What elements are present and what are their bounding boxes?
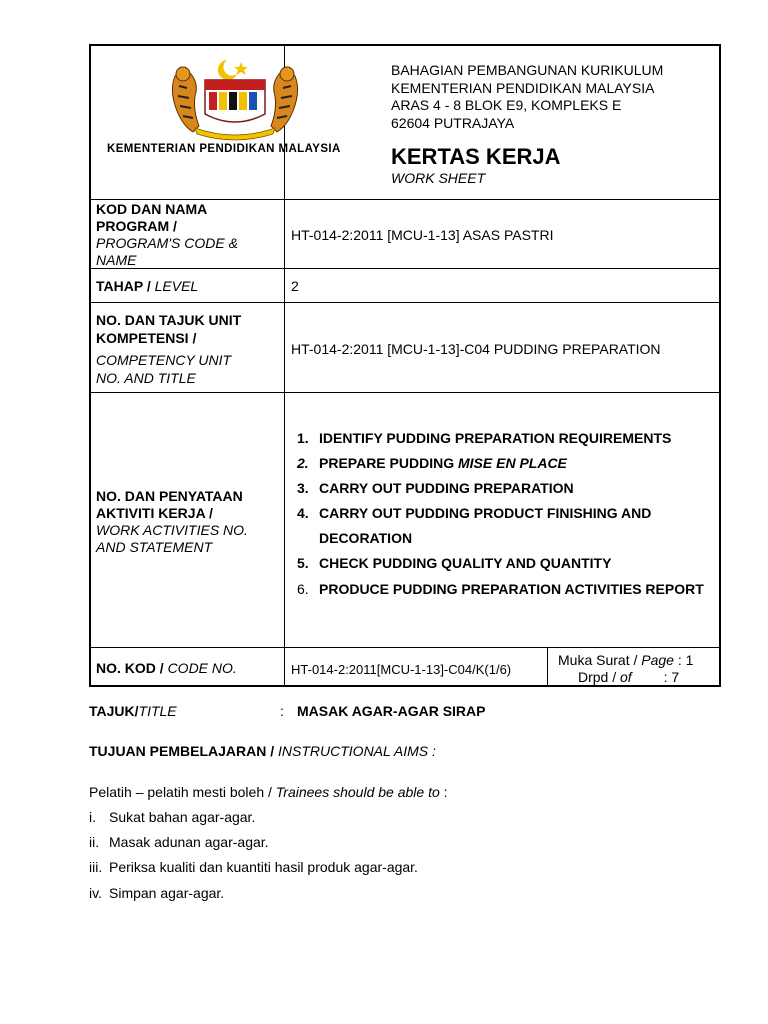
row-divider bbox=[91, 392, 719, 393]
label-text: WORK ACTIVITIES NO. bbox=[96, 522, 248, 538]
heading-text: TUJUAN PEMBELAJARAN / bbox=[89, 743, 279, 759]
row-divider bbox=[91, 302, 719, 303]
code-value: HT-014-2:2011[MCU-1-13]-C04/K(1/6) bbox=[291, 662, 512, 677]
page-label: Muka Surat / bbox=[558, 652, 642, 668]
page-number bbox=[558, 652, 693, 668]
item-number: i. bbox=[89, 809, 96, 825]
label-text: COMPETENCY UNIT bbox=[96, 352, 232, 368]
competency-value: HT-014-2:2011 [MCU-1-13]-C04 PUDDING PREPARATION bbox=[291, 341, 661, 357]
label-text: TITLE bbox=[138, 703, 177, 719]
label-text: KOMPETENSI / bbox=[96, 330, 197, 346]
item-number: iii. bbox=[89, 859, 103, 875]
label-text: NO. DAN PENYATAAN bbox=[96, 488, 243, 504]
of-label: Drpd / bbox=[578, 669, 621, 685]
ministry-name: KEMENTERIAN PENDIDIKAN MALAYSIA bbox=[107, 143, 341, 155]
of-label-italic: of bbox=[620, 669, 632, 685]
list-item bbox=[291, 476, 739, 501]
item-number: 5. bbox=[297, 555, 309, 571]
page-label-italic: Page bbox=[641, 652, 674, 668]
item-text: Sukat bahan agar-agar. bbox=[109, 809, 256, 825]
list-item bbox=[89, 809, 255, 825]
code-label bbox=[96, 660, 237, 677]
page-total bbox=[578, 669, 679, 685]
page-number-box bbox=[547, 648, 722, 687]
list-item bbox=[89, 859, 418, 875]
intro-text-italic: Trainees should be able to bbox=[275, 784, 440, 800]
work-activities-list bbox=[291, 426, 739, 599]
item-text: CARRY OUT PUDDING PREPARATION bbox=[319, 480, 574, 496]
item-text-italic: MISE EN PLACE bbox=[457, 455, 567, 471]
item-text: PREPARE PUDDING bbox=[319, 455, 458, 471]
coat-of-arms-logo bbox=[165, 56, 305, 147]
level-label bbox=[96, 278, 198, 295]
document-title: KERTAS KERJA bbox=[391, 144, 561, 169]
list-item bbox=[291, 501, 739, 551]
list-item bbox=[291, 426, 739, 451]
label-text: NO. DAN TAJUK UNIT bbox=[96, 312, 242, 328]
item-text: Masak adunan agar-agar. bbox=[109, 834, 269, 850]
list-item bbox=[291, 579, 739, 599]
program-value: HT-014-2:2011 [MCU-1-13] ASAS PASTRI bbox=[291, 227, 554, 243]
label-text: AND STATEMENT bbox=[96, 539, 213, 555]
item-text: Simpan agar-agar. bbox=[109, 885, 225, 901]
address-line: ARAS 4 - 8 BLOK E9, KOMPLEKS E bbox=[391, 97, 622, 113]
item-text: PRODUCE PUDDING PREPARATION ACTIVITIES REPORT bbox=[319, 581, 704, 597]
item-number: iv. bbox=[89, 885, 102, 901]
intro-text: : bbox=[439, 784, 448, 800]
label-text: PROGRAM / bbox=[96, 218, 177, 234]
address-line: KEMENTERIAN PENDIDIKAN MALAYSIA bbox=[391, 79, 655, 96]
label-text: KOD DAN NAMA bbox=[96, 201, 208, 217]
item-number: 2. bbox=[297, 455, 309, 471]
label-text: NO. KOD / bbox=[96, 660, 164, 676]
label-text: CODE NO. bbox=[167, 660, 237, 676]
label-text: NAME bbox=[96, 252, 137, 268]
title-label bbox=[89, 703, 177, 719]
list-item bbox=[89, 885, 224, 901]
row-divider bbox=[91, 199, 719, 200]
item-number: 3. bbox=[297, 480, 309, 496]
item-number: ii. bbox=[89, 834, 100, 850]
list-item bbox=[291, 451, 739, 476]
item-text: Periksa kualiti dan kuantiti hasil produk agar-agar. bbox=[109, 859, 418, 875]
label-text: NO. AND TITLE bbox=[96, 370, 196, 386]
title-colon: : bbox=[280, 703, 284, 719]
program-label bbox=[96, 201, 281, 269]
level-value: 2 bbox=[291, 278, 299, 294]
label-text: TAHAP / bbox=[96, 278, 151, 294]
item-text: CHECK PUDDING QUALITY AND QUANTITY bbox=[319, 555, 612, 571]
label-text: TAJUK/ bbox=[89, 703, 139, 719]
of-value: : 7 bbox=[659, 669, 680, 685]
instructional-aims-heading bbox=[89, 743, 436, 759]
item-text: IDENTIFY PUDDING PREPARATION REQUIREMENTS bbox=[319, 430, 672, 446]
item-text: CARRY OUT PUDDING PRODUCT FINISHING AND DECORATION bbox=[319, 505, 652, 546]
department-address bbox=[391, 62, 663, 132]
page-value: : 1 bbox=[673, 652, 694, 668]
item-number: 4. bbox=[297, 505, 309, 521]
address-line: BAHAGIAN PEMBANGUNAN KURIKULUM bbox=[391, 62, 664, 78]
label-text: LEVEL bbox=[154, 278, 199, 294]
list-item bbox=[89, 834, 269, 850]
intro-text: Pelatih – pelatih mesti boleh / bbox=[89, 784, 276, 800]
heading-text-italic: INSTRUCTIONAL AIMS : bbox=[278, 743, 436, 759]
item-number: 1. bbox=[297, 430, 309, 446]
item-number: 6. bbox=[297, 581, 309, 597]
competency-label bbox=[96, 311, 281, 387]
label-text: AKTIVITI KERJA / bbox=[96, 505, 213, 521]
activities-label bbox=[96, 488, 281, 556]
document-subtitle: WORK SHEET bbox=[391, 170, 486, 186]
lesson-title: MASAK AGAR-AGAR SIRAP bbox=[297, 703, 486, 719]
aims-intro bbox=[89, 784, 448, 800]
worksheet-header-table bbox=[89, 44, 721, 687]
label-text: PROGRAM'S CODE & bbox=[96, 235, 238, 251]
list-item bbox=[291, 551, 739, 576]
address-line: 62604 PUTRAJAYA bbox=[391, 114, 515, 131]
